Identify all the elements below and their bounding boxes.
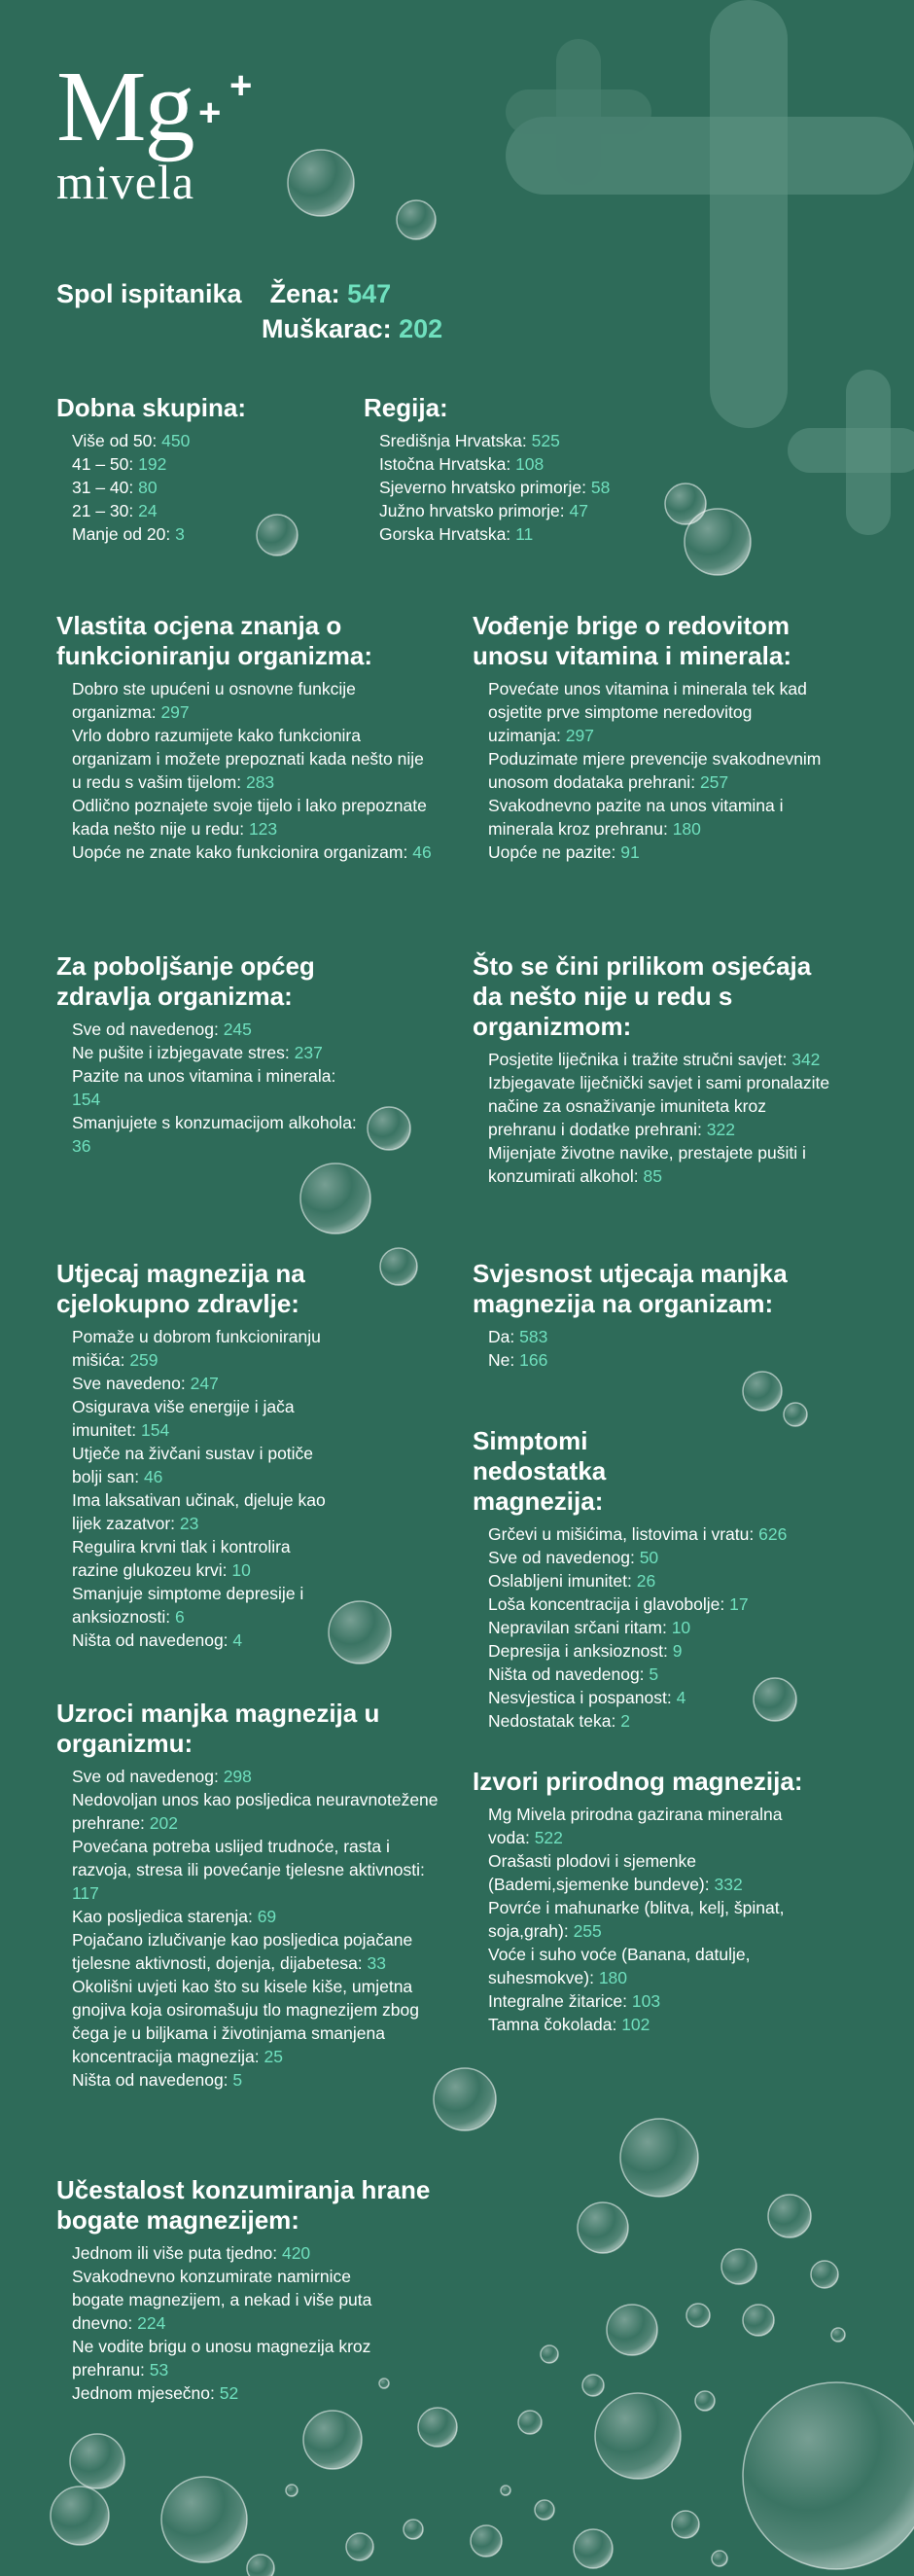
logo-text: Mg [56, 51, 193, 162]
item-label: Poduzimate mjere prevencije svakodnevnim unosom dodataka prehrani: [488, 749, 822, 792]
list-item [488, 794, 828, 841]
list-item [488, 1325, 842, 1348]
awareness-section [473, 1259, 842, 1372]
impact-section [56, 1259, 348, 1652]
list-item [488, 1348, 842, 1372]
stat-list [56, 1325, 339, 1652]
list-item [488, 747, 828, 794]
item-value: 4 [676, 1688, 686, 1707]
item-value: 259 [129, 1350, 158, 1370]
list-item [72, 2068, 441, 2092]
list-item [72, 1442, 339, 1488]
plus-icon [506, 39, 651, 185]
plus-icon [788, 370, 914, 535]
list-item [72, 1835, 441, 1905]
item-value: 58 [590, 478, 611, 497]
list-item [72, 677, 432, 724]
item-value: 255 [573, 1921, 602, 1941]
list-item [488, 1071, 838, 1141]
item-label: Ne: [488, 1350, 515, 1370]
item-label: Mg Mivela prirodna gazirana mineralna voda: [488, 1805, 783, 1847]
plus-icon: + [198, 91, 222, 134]
list-item [72, 429, 348, 452]
list-item [72, 452, 348, 476]
item-value: 10 [671, 1618, 691, 1637]
item-value: 5 [649, 1664, 659, 1684]
item-label: Manje od 20: [72, 524, 171, 544]
item-value: 257 [699, 772, 729, 792]
item-value: 102 [621, 2015, 650, 2034]
item-label: Okolišni uvjeti kao što su kisele kiše, umjetna gnojiva koja osiromašuju tlo magnezijem zbog čega je u biljkama i životinjama smanjena koncentracija magnezija: [72, 1977, 419, 2066]
item-label: Posjetite liječnika i tražite stručni savjet: [488, 1050, 788, 1069]
list-item [379, 476, 675, 499]
brand-name: mivela [56, 155, 195, 209]
item-label: Svakodnevno konzumirate namirnice bogate magnezijem, a nekad i više puta dnevno: [72, 2267, 372, 2333]
item-value: 298 [223, 1767, 252, 1786]
list-item [488, 2013, 790, 2036]
section-title: Svjesnost utjecaja manjka magnezija na organizam: [473, 1259, 788, 1318]
item-label: Grčevi u mišićima, listovima i vratu: [488, 1524, 755, 1544]
list-item [488, 1592, 819, 1616]
item-value: 626 [758, 1524, 788, 1544]
stat-list [364, 429, 675, 546]
item-label: Dobro ste upućeni u osnovne funkcije organizma: [72, 679, 356, 722]
item-label: Ništa od navedenog: [72, 1630, 228, 1650]
item-label: Ne pušite i izbjegavate stres: [72, 1043, 290, 1062]
stat-list [473, 1803, 790, 2036]
item-value: 332 [714, 1875, 743, 1894]
stat-list [56, 1765, 441, 2092]
list-item [72, 1628, 339, 1652]
item-value: 5 [232, 2070, 243, 2090]
section-title: Dobna skupina: [56, 393, 247, 422]
item-value: 3 [175, 524, 185, 544]
item-label: Istočna Hrvatska: [379, 454, 511, 474]
section-title: Vođenje brige o redovitom unosu vitamina i minerala: [473, 611, 791, 670]
section-title: Što se čini prilikom osjećaja da nešto nije u redu s organizmom: [473, 951, 812, 1041]
item-label: Uopće ne znate kako funkcionira organizam: [72, 842, 408, 862]
item-value: 180 [672, 819, 701, 839]
item-value: 26 [636, 1571, 656, 1591]
item-value: 52 [219, 2383, 239, 2403]
action-section [473, 951, 842, 1188]
item-label: Ima laksativan učinak, djeluje kao lijek zazatvor: [72, 1490, 326, 1533]
list-item [488, 1616, 819, 1639]
item-label: Jednom mjesečno: [72, 2383, 215, 2403]
list-item [72, 1395, 339, 1442]
section-title: Učestalost konzumiranja hrane bogate magnezijem: [56, 2175, 431, 2235]
item-value: 283 [245, 772, 275, 792]
list-item [488, 1546, 819, 1569]
list-item [72, 1041, 364, 1064]
item-value: 33 [367, 1953, 387, 1973]
sex-male-row [56, 311, 504, 346]
vitamins-section [473, 611, 842, 864]
item-value: 25 [264, 2047, 283, 2066]
item-value: 420 [281, 2243, 311, 2263]
item-value: 322 [706, 1120, 735, 1139]
list-item [72, 1064, 364, 1111]
symptoms-section [473, 1426, 832, 1733]
item-label: Regulira krvni tlak i kontrolira razine glukozeu krvi: [72, 1537, 291, 1580]
knowledge-section [56, 611, 445, 864]
item-value: 53 [149, 2360, 169, 2379]
list-item [488, 1803, 790, 1849]
list-item [72, 1905, 441, 1928]
stat-list [56, 1018, 364, 1158]
item-label: Smanjuje simptome depresije i anksioznosti: [72, 1584, 304, 1627]
stat-list [56, 429, 348, 546]
list-item [488, 1943, 790, 1989]
list-item [72, 476, 348, 499]
item-label: Povećate unos vitamina i minerala tek kad osjetite prve simptome neredovitog uzimanja: [488, 679, 807, 745]
item-value: 202 [149, 1813, 178, 1833]
item-label: Sve navedeno: [72, 1374, 186, 1393]
item-value: 91 [620, 842, 640, 862]
section-title: Izvori prirodnog magnezija: [473, 1767, 803, 1796]
item-label: Utječe na živčani sustav i potiče bolji san: [72, 1444, 314, 1486]
female-label: Žena: [269, 279, 340, 308]
item-value: 6 [175, 1607, 185, 1627]
list-item [72, 1535, 339, 1582]
male-value: 202 [399, 314, 443, 343]
item-label: Osigurava više energije i jača imunitet: [72, 1397, 295, 1440]
item-label: Nesvjestica i pospanost: [488, 1688, 672, 1707]
item-label: Ne vodite brigu o unosu magnezija kroz prehranu: [72, 2337, 371, 2379]
item-label: Orašasti plodovi i sjemenke (Bademi,sjemenke bundeve): [488, 1851, 710, 1894]
list-item [72, 522, 348, 546]
section-title: Za poboljšanje općeg zdravlja organizma: [56, 951, 315, 1011]
stat-list [473, 1048, 838, 1188]
item-label: Sve od navedenog: [488, 1548, 635, 1567]
sources-section [473, 1767, 861, 2036]
list-item [72, 1928, 441, 1975]
list-item [72, 2381, 403, 2405]
item-value: 24 [138, 501, 158, 520]
region-section [364, 393, 675, 546]
stat-list [56, 677, 432, 864]
item-value: 103 [631, 1991, 661, 2011]
item-label: Nedostatak teka: [488, 1711, 616, 1731]
list-item [488, 1686, 819, 1709]
item-label: Voće i suho voće (Banana, datulje, suhesmokve): [488, 1945, 751, 1987]
item-label: Jednom ili više puta tjedno: [72, 2243, 278, 2263]
item-label: Više od 50: [72, 431, 158, 450]
list-item [379, 499, 675, 522]
list-item [72, 2265, 403, 2335]
list-item [72, 1018, 364, 1041]
item-value: 297 [160, 702, 190, 722]
item-label: Loša koncentracija i glavobolje: [488, 1594, 725, 1614]
item-label: Povrće i mahunarke (blitva, kelj, špinat, soja,grah): [488, 1898, 785, 1941]
item-label: Nedovoljan unos kao posljedica neuravnotežene prehrane: [72, 1790, 439, 1833]
item-value: 47 [569, 501, 588, 520]
list-item [72, 1975, 441, 2068]
item-value: 46 [143, 1467, 163, 1486]
causes-section [56, 1699, 445, 2092]
item-label: Vrlo dobro razumijete kako funkcionira organizam i možete prepoznati kada nešto nije u redu s vašim tijelom: [72, 726, 424, 792]
list-item [72, 724, 432, 794]
item-value: 342 [791, 1050, 821, 1069]
item-value: 2 [620, 1711, 630, 1731]
list-item [72, 1325, 339, 1372]
item-label: Središnja Hrvatska: [379, 431, 527, 450]
item-label: Povećana potreba uslijed trudnoće, rasta i razvoja, stresa ili povećanje tjelesne aktivnosti: [72, 1837, 425, 1879]
item-value: 166 [519, 1350, 548, 1370]
item-label: 41 – 50: [72, 454, 134, 474]
item-label: Sve od navedenog: [72, 1767, 219, 1786]
item-label: Uopće ne pazite: [488, 842, 616, 862]
item-value: 583 [519, 1327, 548, 1346]
brand-logo [56, 51, 270, 212]
list-item [72, 1765, 441, 1788]
item-label: Južno hrvatsko primorje: [379, 501, 565, 520]
item-value: 50 [639, 1548, 659, 1567]
item-label: Gorska Hrvatska: [379, 524, 511, 544]
list-item [488, 1989, 790, 2013]
item-label: Da: [488, 1327, 515, 1346]
item-value: 245 [223, 1020, 252, 1039]
list-item [72, 1582, 339, 1628]
list-item [72, 2335, 403, 2381]
list-item [379, 429, 675, 452]
item-label: Mijenjate životne navike, prestajete pušiti i konzumirati alkohol: [488, 1143, 806, 1186]
item-value: 525 [531, 431, 560, 450]
item-value: 69 [257, 1907, 277, 1926]
list-item [488, 1709, 819, 1733]
stat-list [56, 2241, 403, 2405]
item-value: 17 [729, 1594, 749, 1614]
item-value: 154 [141, 1420, 170, 1440]
list-item [488, 1663, 819, 1686]
sex-section [56, 276, 504, 346]
list-item [72, 1372, 339, 1395]
item-value: 23 [179, 1514, 199, 1533]
list-item [488, 1048, 838, 1071]
item-value: 450 [161, 431, 191, 450]
list-item [488, 841, 828, 864]
stat-list [473, 1522, 819, 1733]
list-item [72, 1788, 441, 1835]
plus-icon: + [229, 64, 253, 107]
item-label: Ništa od navedenog: [488, 1664, 645, 1684]
item-value: 192 [138, 454, 167, 474]
list-item [72, 499, 348, 522]
stat-list [473, 677, 828, 864]
list-item [379, 522, 675, 546]
item-label: Izbjegavate liječnički savjet i sami pronalazite načine za osnaživanje imuniteta kroz prehranu i dodatke prehrani: [488, 1073, 830, 1139]
frequency-section [56, 2175, 445, 2405]
section-title: Utjecaj magnezija na cjelokupno zdravlje: [56, 1259, 305, 1318]
list-item [488, 677, 828, 747]
list-item [488, 1522, 819, 1546]
stat-list [473, 1325, 842, 1372]
section-title: Regija: [364, 393, 448, 422]
item-value: 80 [138, 478, 158, 497]
item-label: Tamna čokolada: [488, 2015, 617, 2034]
item-value: 4 [232, 1630, 243, 1650]
item-label: 31 – 40: [72, 478, 134, 497]
list-item [72, 2241, 403, 2265]
item-value: 297 [565, 726, 594, 745]
item-value: 154 [72, 1090, 101, 1109]
plus-icon [506, 0, 914, 428]
item-label: Integralne žitarice: [488, 1991, 627, 2011]
list-item [379, 452, 675, 476]
list-item [488, 1569, 819, 1592]
item-value: 117 [72, 1883, 99, 1903]
list-item [72, 841, 432, 864]
item-value: 237 [294, 1043, 323, 1062]
item-value: 11 [515, 524, 534, 544]
item-label: Kao posljedica starenja: [72, 1907, 253, 1926]
list-item [488, 1639, 819, 1663]
item-value: 36 [72, 1136, 91, 1156]
item-label: Depresija i anksioznost: [488, 1641, 668, 1661]
item-label: Pomaže u dobrom funkcioniranju mišića: [72, 1327, 321, 1370]
item-label: 21 – 30: [72, 501, 134, 520]
list-item [488, 1896, 790, 1943]
list-item [72, 1488, 339, 1535]
item-value: 9 [672, 1641, 683, 1661]
section-title: Uzroci manjka magnezija u organizmu: [56, 1699, 380, 1758]
female-value: 547 [347, 279, 392, 308]
item-value: 123 [248, 819, 278, 839]
item-label: Odlično poznajete svoje tijelo i lako prepoznate kada nešto nije u redu: [72, 796, 427, 839]
health-section [56, 951, 377, 1158]
item-label: Smanjujete s konzumacijom alkohola: [72, 1113, 357, 1132]
item-label: Sjeverno hrvatsko primorje: [379, 478, 586, 497]
male-label: Muškarac: [262, 314, 392, 343]
item-value: 180 [598, 1968, 628, 1987]
item-label: Nepravilan srčani ritam: [488, 1618, 667, 1637]
list-item [72, 794, 432, 841]
list-item [72, 1111, 364, 1158]
item-label: Svakodnevno pazite na unos vitamina i minerala kroz prehranu: [488, 796, 784, 839]
item-value: 46 [412, 842, 432, 862]
age-section [56, 393, 348, 546]
item-value: 522 [534, 1828, 563, 1847]
item-value: 224 [137, 2313, 166, 2333]
item-label: Pazite na unos vitamina i minerala: [72, 1066, 336, 1086]
item-label: Pojačano izlučivanje kao posljedica pojačane tjelesne aktivnosti, dojenja, dijabetesa: [72, 1930, 413, 1973]
item-value: 108 [515, 454, 545, 474]
list-item [488, 1849, 790, 1896]
item-label: Oslabljeni imunitet: [488, 1571, 632, 1591]
section-title: Simptomi nedostatka magnezija: [473, 1426, 607, 1516]
sex-female-row [56, 276, 504, 311]
item-value: 85 [643, 1166, 662, 1186]
item-label: Sve od navedenog: [72, 1020, 219, 1039]
list-item [488, 1141, 838, 1188]
sex-label: Spol ispitanika [56, 279, 242, 308]
section-title: Vlastita ocjena znanja o funkcioniranju organizma: [56, 611, 373, 670]
item-label: Ništa od navedenog: [72, 2070, 228, 2090]
item-value: 247 [190, 1374, 219, 1393]
item-value: 10 [231, 1560, 251, 1580]
